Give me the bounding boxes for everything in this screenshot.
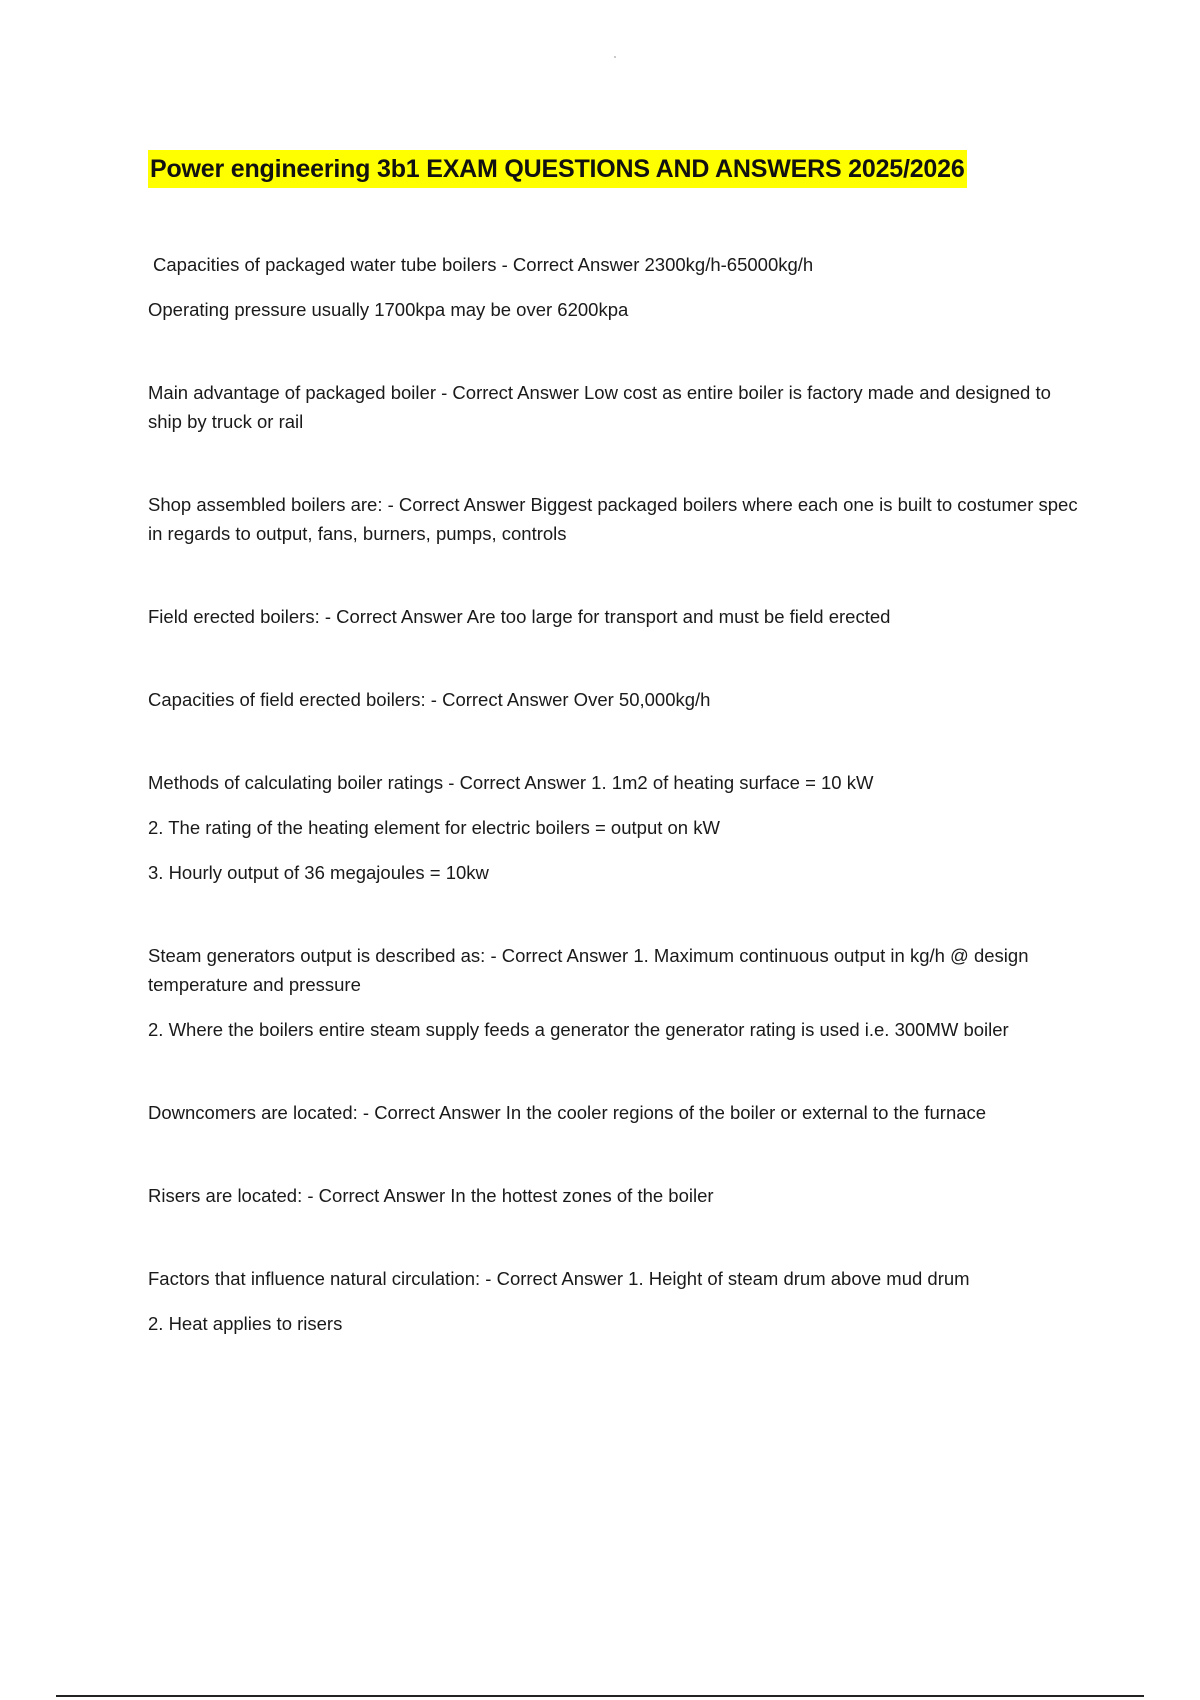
qa-line: Operating pressure usually 1700kpa may be over 6200kpa bbox=[148, 299, 629, 320]
qa-item bbox=[148, 250, 1088, 324]
qa-line: 2. The rating of the heating element for electric boilers = output on kW bbox=[148, 817, 720, 838]
qa-item bbox=[148, 490, 1088, 548]
qa-item bbox=[148, 768, 1088, 887]
scan-speck bbox=[614, 56, 616, 58]
qa-line: Downcomers are located: - Correct Answer In the cooler regions of the boiler or external to the furnace bbox=[148, 1102, 987, 1123]
qa-line: Capacities of field erected boilers: - Correct Answer Over 50,000kg/h bbox=[148, 689, 711, 710]
qa-line: 2. Where the boilers entire steam supply feeds a generator the generator rating is used i.e. 300MW boiler bbox=[148, 1019, 1009, 1040]
qa-line: Main advantage of packaged boiler - Correct Answer Low cost as entire boiler is factory made and designed to ship by truck or rail bbox=[148, 382, 1051, 432]
title-container bbox=[148, 150, 1068, 188]
qa-line: 3. Hourly output of 36 megajoules = 10kw bbox=[148, 862, 489, 883]
qa-item bbox=[148, 602, 1088, 631]
qa-line: Steam generators output is described as: - Correct Answer 1. Maximum continuous output in kg/h @ design temperature and pressure bbox=[148, 945, 1029, 995]
qa-line: Risers are located: - Correct Answer In the hottest zones of the boiler bbox=[148, 1185, 714, 1206]
qa-line: 2. Heat applies to risers bbox=[148, 1313, 343, 1334]
qa-line: Factors that influence natural circulation: - Correct Answer 1. Height of steam drum above mud drum bbox=[148, 1268, 970, 1289]
qa-item bbox=[148, 685, 1088, 714]
qa-item bbox=[148, 378, 1088, 436]
qa-item bbox=[148, 1264, 1088, 1338]
qa-line: Shop assembled boilers are: - Correct Answer Biggest packaged boilers where each one is built to costumer spec in regards to output, fans, burners, pumps, controls bbox=[148, 494, 1078, 544]
qa-list bbox=[148, 250, 1088, 1392]
qa-line: Capacities of packaged water tube boilers - Correct Answer 2300kg/h-65000kg/h bbox=[153, 254, 814, 275]
qa-item bbox=[148, 1098, 1088, 1127]
page-bottom-rule bbox=[56, 1695, 1144, 1697]
qa-line: Methods of calculating boiler ratings - Correct Answer 1. 1m2 of heating surface = 10 kW bbox=[148, 772, 874, 793]
document-title: Power engineering 3b1 EXAM QUESTIONS AND ANSWERS 2025/2026 bbox=[148, 150, 967, 188]
qa-line: Field erected boilers: - Correct Answer Are too large for transport and must be field erected bbox=[148, 606, 891, 627]
qa-item bbox=[148, 1181, 1088, 1210]
qa-item bbox=[148, 941, 1088, 1044]
